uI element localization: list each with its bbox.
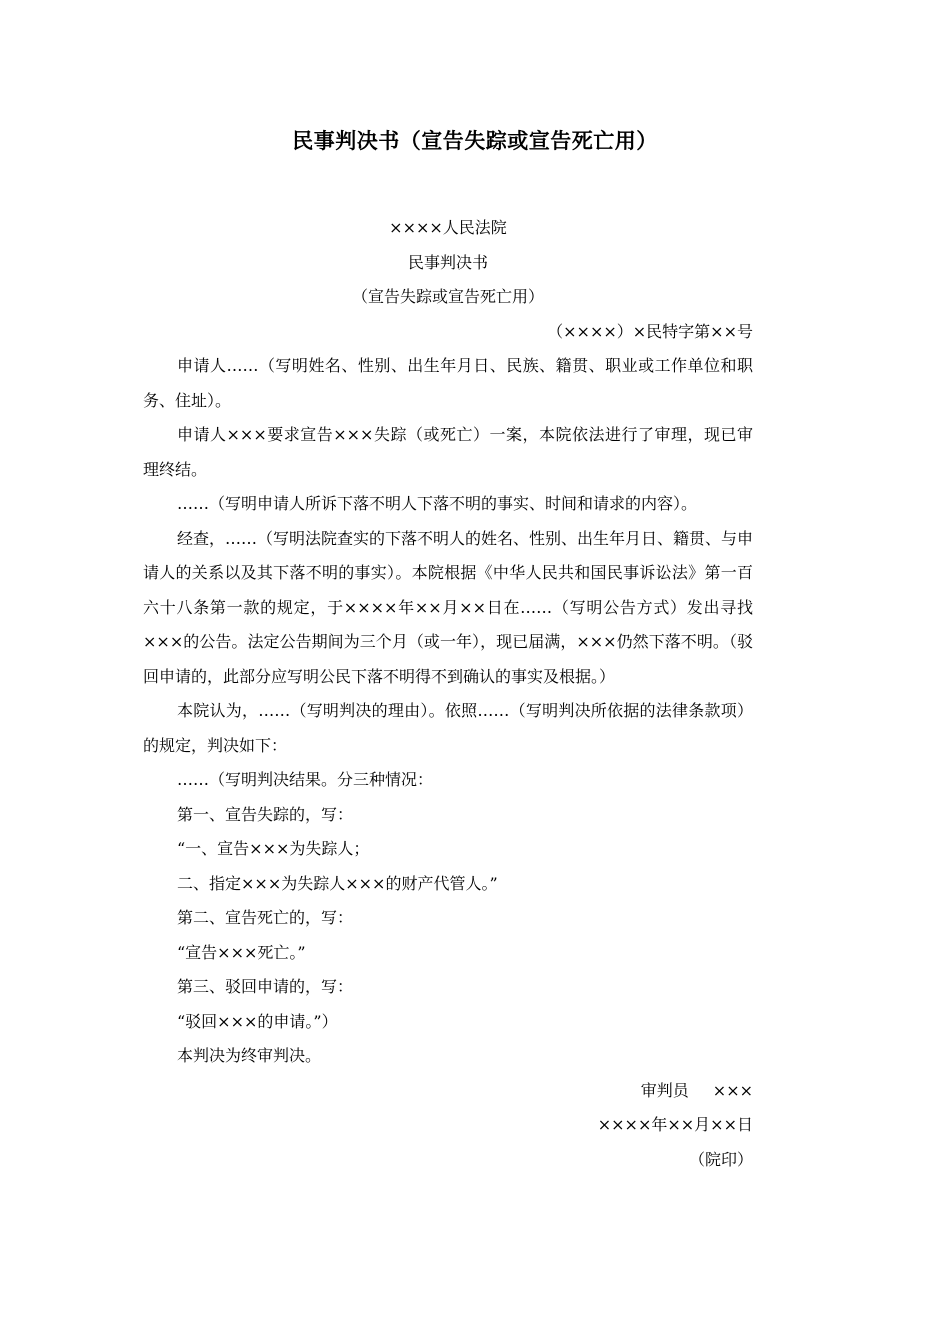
case1-label: 第一、宣告失踪的，写： bbox=[177, 804, 354, 824]
signature-block bbox=[143, 1074, 753, 1178]
page-title: 民事判决书（宣告失踪或宣告死亡用） bbox=[292, 129, 658, 153]
case3-line1: “驳回×××的申请。”） bbox=[177, 1011, 338, 1031]
court-seal: （院印） bbox=[688, 1149, 753, 1169]
case-number: （××××）×民特字第××号 bbox=[547, 321, 753, 341]
paragraph-result-intro: ……（写明判决结果。分三种情况： bbox=[177, 770, 434, 789]
paragraph-case-intro: 申请人×××要求宣告×××失踪（或死亡）一案，本院依法进行了审理，现已审理终结。 bbox=[143, 425, 753, 479]
paragraph-final: 本判决为终审判决。 bbox=[177, 1046, 322, 1065]
case3-label: 第三、驳回申请的，写： bbox=[177, 977, 354, 996]
paragraph-findings: 经查，……（写明法院查实的下落不明人的姓名、性别、出生年月日、籍贯、与申请人的关系以及其下落不明的事实）。本院根据《中华人民共和国民事诉讼法》第一百六十八条第一款的规定，于××××年××月××日在……（写明公告方式）发出寻找×××的公告。法定公告期间为三个月（或一年），现已届满，×××仍然下落不明。（驳回申请的，此部分应写明公民下落不明得不到确认的事实及根据。） bbox=[143, 528, 754, 686]
paragraph-reasoning: 本院认为，……（写明判决的理由）。依照……（写明判决所依据的法律条款项）的规定，判决如下： bbox=[143, 701, 753, 755]
document-body bbox=[143, 211, 753, 1177]
judge-title: 审判员 bbox=[640, 1080, 689, 1100]
paragraph-claim: ……（写明申请人所诉下落不明人下落不明的事实、时间和请求的内容）。 bbox=[177, 494, 698, 513]
court-name: ××××人民法院 bbox=[389, 218, 507, 237]
judge-name: ××× bbox=[712, 1080, 753, 1100]
case2-line1: “宣告×××死亡。” bbox=[177, 942, 306, 962]
case1-line2: 二、指定×××为失踪人×××的财产代管人。” bbox=[177, 873, 498, 893]
case1-line1: “一、宣告×××为失踪人； bbox=[177, 839, 370, 858]
judgment-date: ××××年××月××日 bbox=[597, 1115, 753, 1134]
case2-label: 第二、宣告死亡的，写： bbox=[177, 908, 354, 927]
paragraph-applicant: 申请人……（写明姓名、性别、出生年月日、民族、籍贯、职业或工作单位和职务、住址）。 bbox=[143, 356, 753, 410]
judge-line bbox=[143, 1074, 753, 1109]
document-type: 民事判决书 bbox=[407, 252, 488, 272]
document-subtype: （宣告失踪或宣告死亡用） bbox=[351, 287, 544, 306]
